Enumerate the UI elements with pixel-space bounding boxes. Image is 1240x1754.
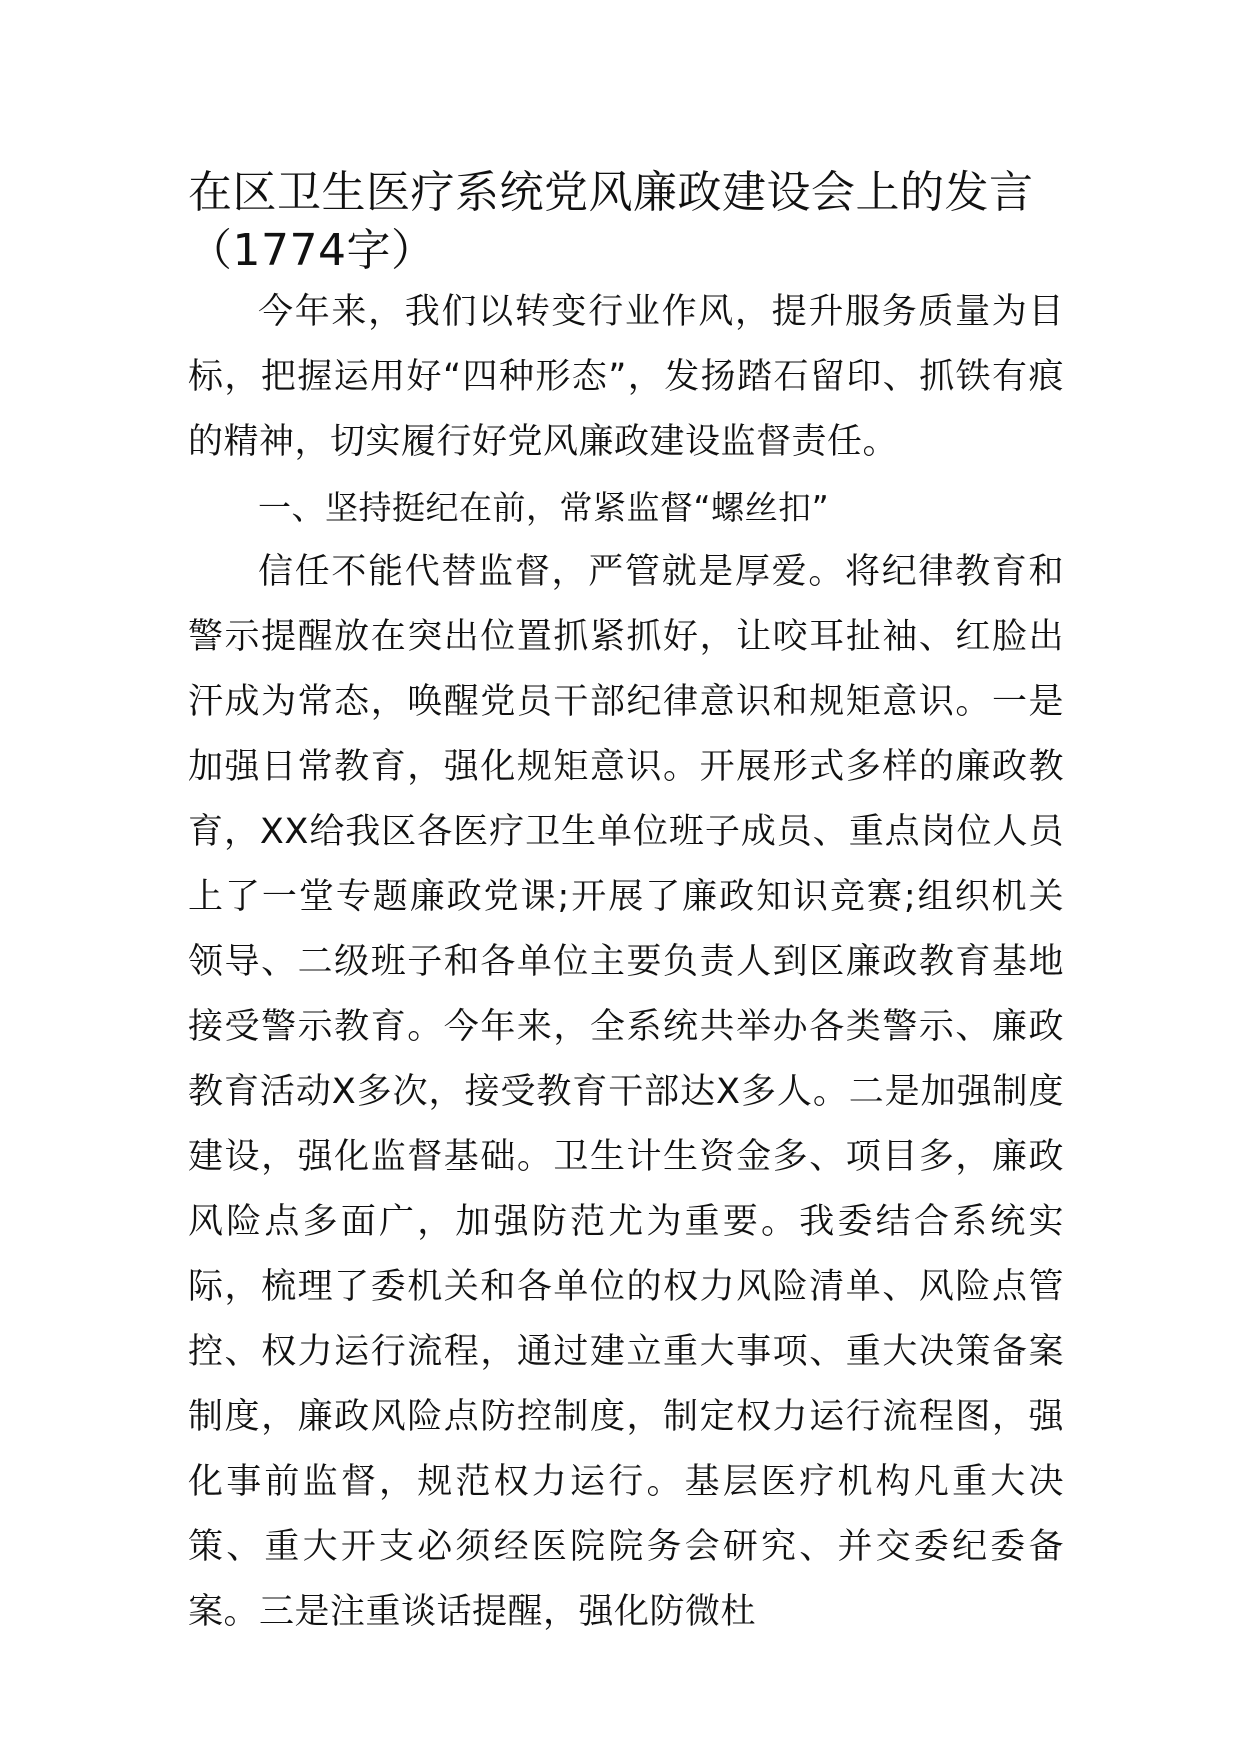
document-title: 在区卫生医疗系统党风廉政建设会上的发言（1774字） — [188, 167, 1034, 276]
intro-paragraph: 今年来，我们以转变行业作风，提升服务质量为目标，把握运用好“四种形态”，发扬踏石留印、抓铁有痕的精神，切实履行好党风廉政建设监督责任。 — [188, 292, 1064, 462]
document-body — [188, 164, 1064, 1645]
body-paragraph: 信任不能代替监督，严管就是厚爱。将纪律教育和警示提醒放在突出位置抓紧抓好，让咬耳扯袖、红脸出汗成为常态，唤醒党员干部纪律意识和规矩意识。一是加强日常教育，强化规矩意识。开展形式多样的廉政教育，XX给我区各医疗卫生单位班子成员、重点岗位人员上了一堂专题廉政党课;开展了廉政知识竞赛;组织机关领导、二级班子和各单位主要负责人到区廉政教育基地接受警示教育。今年来，全系统共举办各类警示、廉政教育活动X多次，接受教育干部达X多人。二是加强制度建设，强化监督基础。卫生计生资金多、项目多，廉政风险点多面广，加强防范尤为重要。我委结合系统实际，梳理了委机关和各单位的权力风险清单、风险点管控、权力运行流程，通过建立重大事项、重大决策备案制度，廉政风险点防控制度，制定权力运行流程图，强化事前监督，规范权力运行。基层医疗机构凡重大决策、重大开支必须经医院院务会研究、并交委纪委备案。三是注重谈话提醒，强化防微杜 — [188, 552, 1064, 1632]
section-heading: 一、坚持挺纪在前，常紧监督“螺丝扣” — [258, 488, 830, 527]
